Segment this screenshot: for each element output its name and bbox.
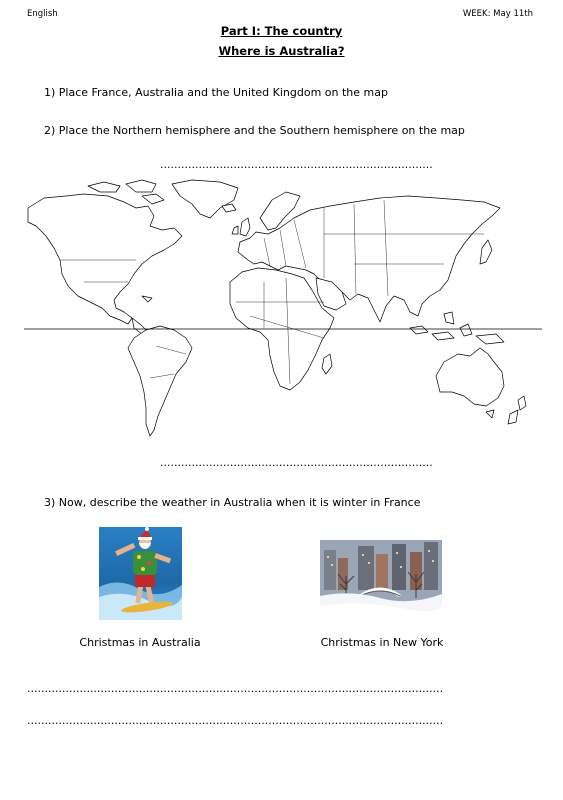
question-1: 1) Place France, Australia and the United Kingdom on the map <box>44 86 388 99</box>
answer-line-1[interactable]: ....................................................................................................................... <box>27 682 444 695</box>
sub-title: Where is Australia? <box>218 44 345 58</box>
caption-australia: Christmas in Australia <box>79 636 201 649</box>
question-2: 2) Place the Northern hemisphere and the Southern hemisphere on the map <box>44 124 465 137</box>
part-title: Part I: The country <box>220 24 343 38</box>
snowy-city-park-photo <box>320 540 442 619</box>
north-america-shape <box>28 194 182 324</box>
santa-surfing-photo <box>99 527 182 620</box>
answer-blank-north[interactable]: .............................................................................. <box>160 158 433 171</box>
answer-line-2[interactable]: ....................................................................................................................... <box>27 714 444 727</box>
subject-label: English <box>27 9 58 19</box>
uk-shape <box>240 218 250 236</box>
caption-new-york: Christmas in New York <box>320 636 444 649</box>
week-label: WEEK: May 11th <box>462 9 533 19</box>
south-america-shape <box>128 326 192 436</box>
australia-shape <box>436 348 504 406</box>
greenland-shape <box>172 180 238 218</box>
answer-blank-south[interactable]: .............................................................................. <box>160 456 433 469</box>
world-map <box>24 178 542 440</box>
question-3: 3) Now, describe the weather in Australia when it is winter in France <box>44 496 421 509</box>
